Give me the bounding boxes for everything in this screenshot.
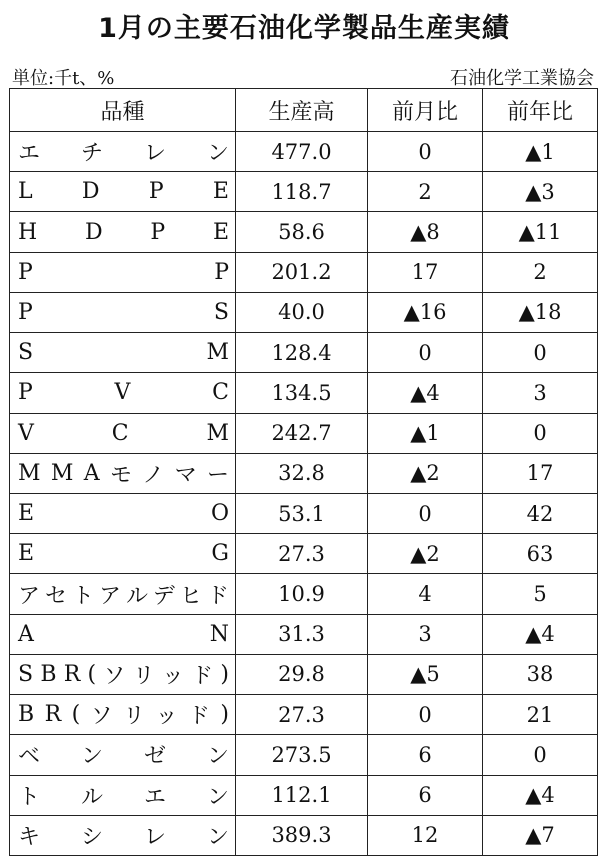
yoy-cell: 5 xyxy=(483,574,598,614)
product-name-cell xyxy=(10,574,236,614)
production-cell: 201.2 xyxy=(236,252,368,292)
yoy-cell: ▲7 xyxy=(483,815,598,855)
mom-cell: 0 xyxy=(368,493,483,533)
yoy-cell: 21 xyxy=(483,695,598,735)
table-row xyxy=(10,695,598,735)
header-product: 品種 xyxy=(10,89,236,132)
table-row xyxy=(10,333,598,373)
mom-cell: 17 xyxy=(368,252,483,292)
product-name-cell xyxy=(10,333,236,373)
mom-cell: 12 xyxy=(368,815,483,855)
table-row xyxy=(10,815,598,855)
header-yoy: 前年比 xyxy=(483,89,598,132)
product-name-cell xyxy=(10,453,236,493)
mom-cell: 4 xyxy=(368,574,483,614)
production-cell: 477.0 xyxy=(236,132,368,172)
product-name: エ チ レ ン xyxy=(18,141,229,167)
table-row xyxy=(10,373,598,413)
product-name: P S xyxy=(18,299,229,325)
yoy-cell: 42 xyxy=(483,493,598,533)
product-name-cell xyxy=(10,534,236,574)
product-name: P P xyxy=(18,259,229,285)
table-row xyxy=(10,534,598,574)
product-name: A N xyxy=(18,621,229,647)
product-name-cell xyxy=(10,493,236,533)
table-row xyxy=(10,292,598,332)
yoy-cell: ▲1 xyxy=(483,132,598,172)
product-name-cell xyxy=(10,735,236,775)
mom-cell: ▲5 xyxy=(368,654,483,694)
table-row xyxy=(10,453,598,493)
yoy-cell: ▲18 xyxy=(483,292,598,332)
product-name-cell xyxy=(10,654,236,694)
table-row xyxy=(10,654,598,694)
unit-label: 単位:千t、% xyxy=(12,68,115,89)
yoy-cell: 38 xyxy=(483,654,598,694)
yoy-cell: 0 xyxy=(483,333,598,373)
yoy-cell: 17 xyxy=(483,453,598,493)
header-mom: 前月比 xyxy=(368,89,483,132)
mom-cell: 0 xyxy=(368,333,483,373)
product-name-cell xyxy=(10,815,236,855)
production-table xyxy=(9,88,598,856)
yoy-cell: 0 xyxy=(483,735,598,775)
product-name: P V C xyxy=(18,380,229,406)
mom-cell: 3 xyxy=(368,614,483,654)
table-row xyxy=(10,132,598,172)
product-name: ア セ ト ア ル デ ヒ ド xyxy=(18,583,229,609)
mom-cell: 6 xyxy=(368,735,483,775)
table-row xyxy=(10,212,598,252)
product-name: ト ル エ ン xyxy=(18,784,229,810)
product-name-cell xyxy=(10,373,236,413)
production-cell: 27.3 xyxy=(236,534,368,574)
production-cell: 32.8 xyxy=(236,453,368,493)
table-header-row xyxy=(10,89,598,132)
page-title: 1月の主要石油化学製品生産実績 xyxy=(98,13,510,44)
product-name-cell xyxy=(10,132,236,172)
mom-cell: ▲16 xyxy=(368,292,483,332)
production-cell: 58.6 xyxy=(236,212,368,252)
product-name-cell xyxy=(10,292,236,332)
yoy-cell: 3 xyxy=(483,373,598,413)
product-name: S M xyxy=(18,340,229,366)
mom-cell: ▲2 xyxy=(368,453,483,493)
production-cell: 53.1 xyxy=(236,493,368,533)
header-production: 生産高 xyxy=(236,89,368,132)
product-name: E G xyxy=(18,541,229,567)
product-name: B R ( ソ リ ッ ド ) xyxy=(18,702,229,730)
production-cell: 242.7 xyxy=(236,413,368,453)
table-row xyxy=(10,172,598,212)
yoy-cell: ▲11 xyxy=(483,212,598,252)
table-body xyxy=(10,132,598,856)
mom-cell: 6 xyxy=(368,775,483,815)
production-cell: 389.3 xyxy=(236,815,368,855)
product-name: S B R ( ソ リ ッ ド ) xyxy=(18,661,229,689)
product-name: キ シ レ ン xyxy=(18,824,229,850)
production-cell: 112.1 xyxy=(236,775,368,815)
product-name: H D P E xyxy=(18,219,229,245)
source-label: 石油化学工業協会 xyxy=(450,68,594,89)
production-cell: 40.0 xyxy=(236,292,368,332)
product-name-cell xyxy=(10,413,236,453)
production-cell: 273.5 xyxy=(236,735,368,775)
product-name-cell xyxy=(10,172,236,212)
yoy-cell: ▲4 xyxy=(483,614,598,654)
product-name-cell xyxy=(10,614,236,654)
production-cell: 31.3 xyxy=(236,614,368,654)
product-name: L D P E xyxy=(18,179,229,205)
mom-cell: ▲4 xyxy=(368,373,483,413)
yoy-cell: ▲4 xyxy=(483,775,598,815)
yoy-cell: 0 xyxy=(483,413,598,453)
product-name: ベ ン ゼ ン xyxy=(18,744,229,770)
table-row xyxy=(10,775,598,815)
table-row xyxy=(10,574,598,614)
mom-cell: ▲1 xyxy=(368,413,483,453)
product-name: V C M xyxy=(18,420,229,446)
table-row xyxy=(10,413,598,453)
product-name-cell xyxy=(10,212,236,252)
table-row xyxy=(10,614,598,654)
mom-cell: ▲2 xyxy=(368,534,483,574)
table-row xyxy=(10,735,598,775)
yoy-cell: 63 xyxy=(483,534,598,574)
production-cell: 118.7 xyxy=(236,172,368,212)
table-row xyxy=(10,252,598,292)
production-cell: 29.8 xyxy=(236,654,368,694)
production-cell: 27.3 xyxy=(236,695,368,735)
product-name-cell xyxy=(10,775,236,815)
mom-cell: 0 xyxy=(368,132,483,172)
product-name-cell xyxy=(10,252,236,292)
product-name: M M A モ ノ マ ー xyxy=(18,460,229,488)
yoy-cell: 2 xyxy=(483,252,598,292)
product-name-cell xyxy=(10,695,236,735)
production-cell: 10.9 xyxy=(236,574,368,614)
product-name: E O xyxy=(18,501,229,527)
mom-cell: 0 xyxy=(368,695,483,735)
production-cell: 128.4 xyxy=(236,333,368,373)
table-row xyxy=(10,493,598,533)
production-cell: 134.5 xyxy=(236,373,368,413)
mom-cell: 2 xyxy=(368,172,483,212)
yoy-cell: ▲3 xyxy=(483,172,598,212)
mom-cell: ▲8 xyxy=(368,212,483,252)
